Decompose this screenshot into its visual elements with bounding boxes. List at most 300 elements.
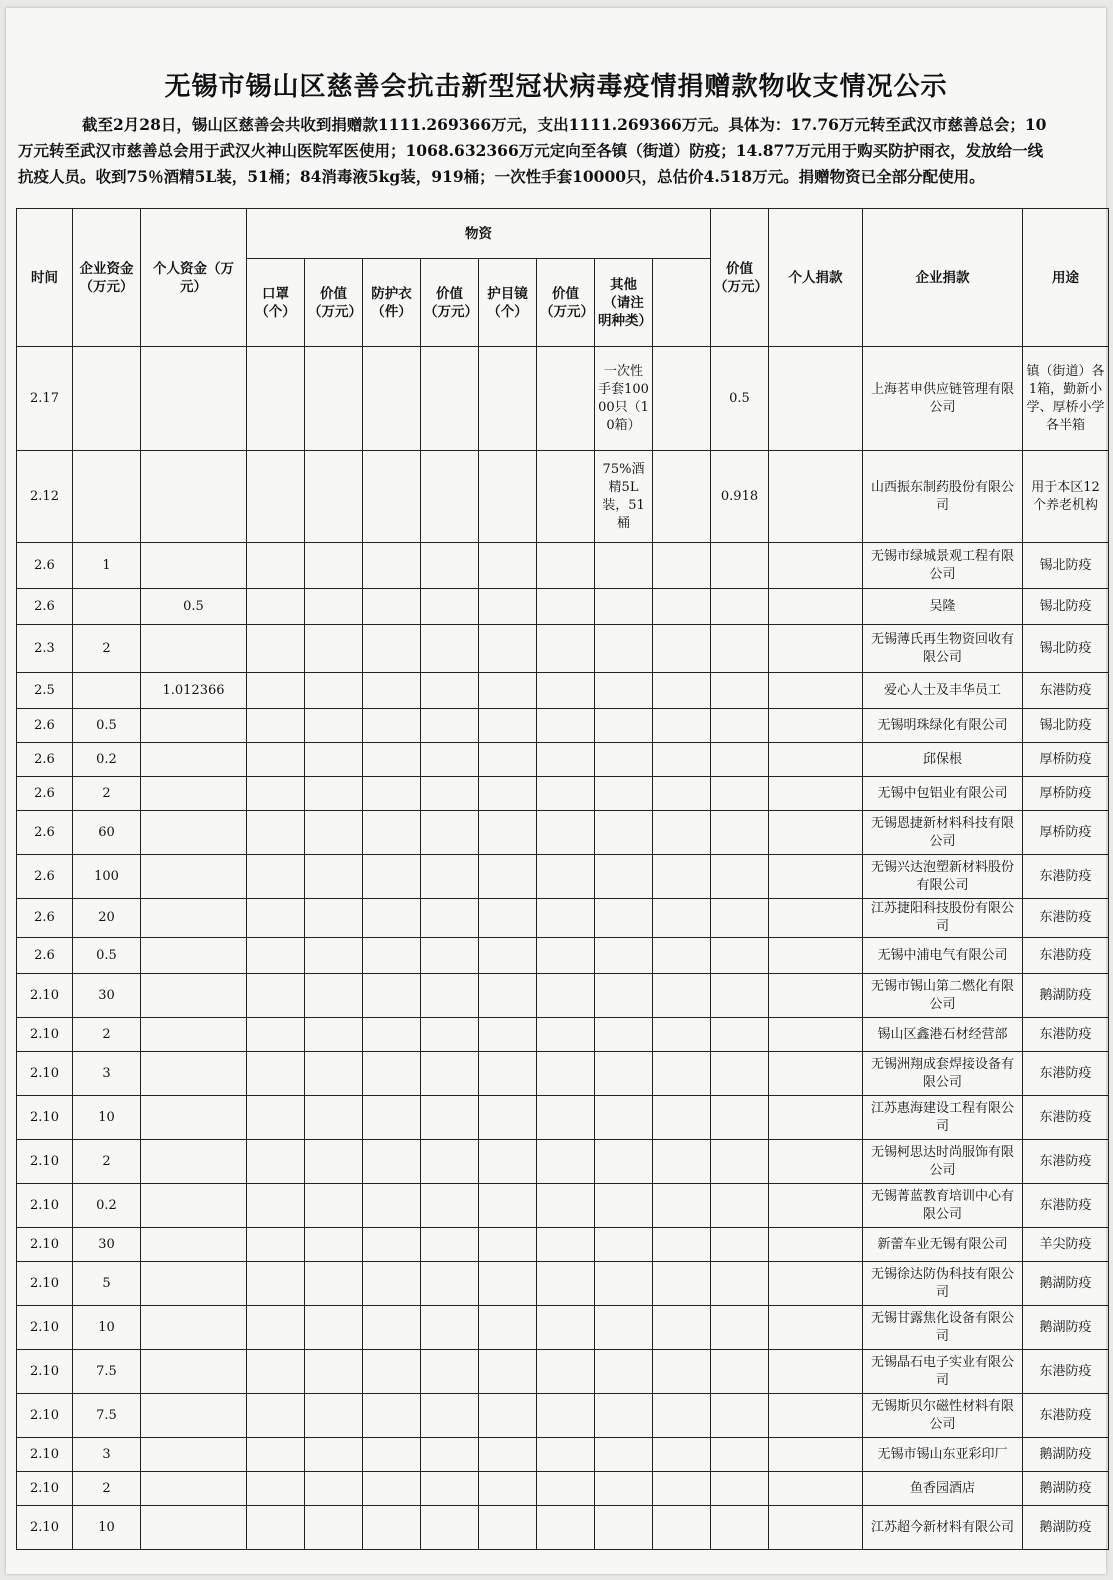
row-personal-fund: [141, 938, 247, 974]
row-masks: [247, 625, 305, 673]
row-masks: [247, 673, 305, 709]
row-blank: [653, 1096, 711, 1140]
row-blank: [653, 625, 711, 673]
row-goggles: [479, 709, 537, 743]
row-suits: [363, 899, 421, 938]
row-goggles: [479, 743, 537, 777]
row-value3: [537, 1438, 595, 1472]
row-value1: [305, 938, 363, 974]
row-other-value: [711, 899, 769, 938]
row-value3: [537, 974, 595, 1018]
row-value2: [421, 938, 479, 974]
row-masks: [247, 743, 305, 777]
row-personal-fund: 1.012366: [141, 673, 247, 709]
table-row: [17, 1350, 1109, 1394]
row-other-value: [711, 625, 769, 673]
row-value2: [421, 1472, 479, 1506]
row-blank: [653, 1506, 711, 1550]
table-row: [17, 589, 1109, 625]
row-value2: [421, 1184, 479, 1228]
row-personal-donor: [769, 451, 863, 543]
row-value3: [537, 899, 595, 938]
row-value1: [305, 673, 363, 709]
row-value1: [305, 709, 363, 743]
row-masks: [247, 709, 305, 743]
row-masks: [247, 777, 305, 811]
row-other-value: 0.5: [711, 347, 769, 451]
row-value3: [537, 1306, 595, 1350]
table-row: [17, 1438, 1109, 1472]
row-other-value: [711, 1438, 769, 1472]
table-row: [17, 1228, 1109, 1262]
row-value2: [421, 1506, 479, 1550]
row-corp-fund: 60: [73, 811, 141, 855]
row-value1: [305, 743, 363, 777]
row-usage: 鹅湖防疫: [1023, 1472, 1109, 1506]
row-blank: [653, 777, 711, 811]
row-value3: [537, 1350, 595, 1394]
row-value2: [421, 1262, 479, 1306]
row-value3: [537, 811, 595, 855]
row-other-value: [711, 1350, 769, 1394]
row-usage: 鹅湖防疫: [1023, 1306, 1109, 1350]
row-time: 2.6: [17, 543, 73, 589]
row-value2: [421, 1096, 479, 1140]
row-value1: [305, 1184, 363, 1228]
row-other: [595, 1506, 653, 1550]
row-value1: [305, 347, 363, 451]
table-row: [17, 451, 1109, 543]
row-value1: [305, 974, 363, 1018]
row-corp-donor: 无锡斯贝尔磁性材料有限公司: [863, 1394, 1023, 1438]
row-masks: [247, 899, 305, 938]
row-masks: [247, 1506, 305, 1550]
row-corp-fund: 30: [73, 1228, 141, 1262]
row-blank: [653, 1018, 711, 1052]
row-other: [595, 1096, 653, 1140]
row-corp-donor: 无锡柯思达时尚服饰有限公司: [863, 1140, 1023, 1184]
row-value3: [537, 1140, 595, 1184]
row-value3: [537, 938, 595, 974]
row-personal-fund: [141, 625, 247, 673]
row-suits: [363, 1228, 421, 1262]
row-masks: [247, 347, 305, 451]
row-blank: [653, 1438, 711, 1472]
row-time: 2.5: [17, 673, 73, 709]
row-other: 75%酒精5L装，51桶: [595, 451, 653, 543]
row-corp-fund: 100: [73, 855, 141, 899]
header-corp-donor: 企业捐款: [863, 209, 1023, 347]
row-blank: [653, 673, 711, 709]
row-time: 2.10: [17, 1052, 73, 1096]
row-other: [595, 1228, 653, 1262]
row-corp-donor: 鱼香园酒店: [863, 1472, 1023, 1506]
header-value4: 价值（万元）: [711, 209, 769, 347]
row-usage: 锡北防疫: [1023, 543, 1109, 589]
row-other: [595, 743, 653, 777]
row-value3: [537, 1506, 595, 1550]
row-time: 2.6: [17, 743, 73, 777]
row-time: 2.10: [17, 1350, 73, 1394]
row-corp-donor: 无锡薄氏再生物资回收有限公司: [863, 625, 1023, 673]
row-time: 2.6: [17, 899, 73, 938]
row-corp-donor: 无锡洲翔成套焊接设备有限公司: [863, 1052, 1023, 1096]
row-usage: 厚桥防疫: [1023, 777, 1109, 811]
row-corp-fund: 0.5: [73, 938, 141, 974]
row-usage: 东港防疫: [1023, 1052, 1109, 1096]
row-corp-fund: 3: [73, 1438, 141, 1472]
row-other: [595, 1018, 653, 1052]
row-goggles: [479, 1506, 537, 1550]
row-corp-donor: 江苏捷阳科技股份有限公司: [863, 899, 1023, 938]
row-suits: [363, 974, 421, 1018]
row-other-value: [711, 1506, 769, 1550]
row-suits: [363, 855, 421, 899]
row-blank: [653, 1228, 711, 1262]
row-personal-fund: [141, 974, 247, 1018]
row-blank: [653, 811, 711, 855]
row-goggles: [479, 1096, 537, 1140]
row-value1: [305, 899, 363, 938]
row-goggles: [479, 974, 537, 1018]
row-other-value: [711, 1228, 769, 1262]
row-other: [595, 1350, 653, 1394]
row-value3: [537, 1472, 595, 1506]
row-other-value: [711, 1472, 769, 1506]
row-corp-fund: 0.5: [73, 709, 141, 743]
row-usage: 用于本区12个养老机构: [1023, 451, 1109, 543]
table-row: [17, 1394, 1109, 1438]
row-personal-donor: [769, 1438, 863, 1472]
row-time: 2.10: [17, 1228, 73, 1262]
table-row: [17, 855, 1109, 899]
row-goggles: [479, 1350, 537, 1394]
row-value3: [537, 625, 595, 673]
row-blank: [653, 1262, 711, 1306]
row-personal-donor: [769, 1394, 863, 1438]
row-corp-fund: 10: [73, 1306, 141, 1350]
row-usage: 锡北防疫: [1023, 589, 1109, 625]
row-corp-fund: 30: [73, 974, 141, 1018]
row-value3: [537, 589, 595, 625]
row-other: [595, 855, 653, 899]
row-masks: [247, 589, 305, 625]
row-goggles: [479, 625, 537, 673]
row-suits: [363, 1472, 421, 1506]
row-value3: [537, 347, 595, 451]
row-corp-fund: 2: [73, 1140, 141, 1184]
summary-paragraph: 截至2月28日，锡山区慈善会共收到捐赠款1111.269366万元，支出1111.269366万元。具体为：17.76万元转至武汉市慈善总会；10万元转至武汉市慈善总会用于武汉火神山医院军医使用；1068.632366万元定向至各镇（街道）防疫；14.877万元用于购买防护雨衣，发放给一线抗疫人员。收到75％酒精5L装，51桶；84消毒液5kg装，919桶；一次性手套10000只，总估价4.518万元。捐赠物资已全部分配使用。: [18, 115, 1047, 186]
row-masks: [247, 1140, 305, 1184]
row-personal-fund: [141, 899, 247, 938]
row-blank: [653, 899, 711, 938]
table-row: [17, 938, 1109, 974]
row-value2: [421, 347, 479, 451]
row-corp-donor: 江苏惠海建设工程有限公司: [863, 1096, 1023, 1140]
row-other-value: [711, 1184, 769, 1228]
row-usage: 鹅湖防疫: [1023, 1506, 1109, 1550]
row-personal-fund: 0.5: [141, 589, 247, 625]
row-masks: [247, 938, 305, 974]
table-row: [17, 1184, 1109, 1228]
row-goggles: [479, 855, 537, 899]
row-personal-fund: [141, 1472, 247, 1506]
row-personal-fund: [141, 1018, 247, 1052]
row-usage: 厚桥防疫: [1023, 811, 1109, 855]
row-goggles: [479, 1140, 537, 1184]
header-personal-fund: 个人资金（万元）: [141, 209, 247, 347]
row-goggles: [479, 811, 537, 855]
table-row: [17, 625, 1109, 673]
row-corp-donor: 吴隆: [863, 589, 1023, 625]
row-masks: [247, 1472, 305, 1506]
row-other-value: [711, 1096, 769, 1140]
row-blank: [653, 1052, 711, 1096]
row-value3: [537, 543, 595, 589]
header-materials: 物资: [247, 209, 711, 259]
row-suits: [363, 811, 421, 855]
table-row: [17, 1506, 1109, 1550]
row-personal-donor: [769, 777, 863, 811]
row-value1: [305, 1096, 363, 1140]
row-personal-donor: [769, 1184, 863, 1228]
row-other: [595, 974, 653, 1018]
row-corp-donor: 无锡市绿城景观工程有限公司: [863, 543, 1023, 589]
row-personal-donor: [769, 743, 863, 777]
row-personal-fund: [141, 543, 247, 589]
row-suits: [363, 1184, 421, 1228]
row-corp-fund: 2: [73, 625, 141, 673]
donation-table: [16, 208, 1109, 1550]
row-value3: [537, 855, 595, 899]
row-usage: 鹅湖防疫: [1023, 1438, 1109, 1472]
row-corp-donor: 无锡菁蓝教育培训中心有限公司: [863, 1184, 1023, 1228]
row-corp-donor: 无锡明珠绿化有限公司: [863, 709, 1023, 743]
row-corp-fund: 10: [73, 1506, 141, 1550]
page-title: 无锡市锡山区慈善会抗击新型冠状病毒疫情捐赠款物收支情况公示: [164, 72, 948, 102]
row-goggles: [479, 1438, 537, 1472]
row-goggles: [479, 1262, 537, 1306]
row-value2: [421, 811, 479, 855]
row-corp-donor: 无锡市锡山第二燃化有限公司: [863, 974, 1023, 1018]
row-corp-donor: 无锡晶石电子实业有限公司: [863, 1350, 1023, 1394]
row-corp-donor: 新蕾车业无锡有限公司: [863, 1228, 1023, 1262]
row-blank: [653, 974, 711, 1018]
row-time: 2.10: [17, 1394, 73, 1438]
row-value3: [537, 1394, 595, 1438]
row-personal-donor: [769, 1262, 863, 1306]
row-value1: [305, 1394, 363, 1438]
header-value3: 价值（万元）: [537, 259, 595, 347]
row-time: 2.10: [17, 1472, 73, 1506]
header-value1: 价值（万元）: [305, 259, 363, 347]
row-value2: [421, 451, 479, 543]
row-corp-fund: 2: [73, 777, 141, 811]
row-suits: [363, 1306, 421, 1350]
row-usage: 东港防疫: [1023, 1394, 1109, 1438]
row-usage: 镇（街道）各1箱，勤新小学、厚桥小学各半箱: [1023, 347, 1109, 451]
row-corp-donor: 江苏超今新材料有限公司: [863, 1506, 1023, 1550]
row-value3: [537, 1018, 595, 1052]
row-other-value: [711, 673, 769, 709]
row-goggles: [479, 1052, 537, 1096]
row-value3: [537, 777, 595, 811]
row-other: [595, 938, 653, 974]
row-other-value: [711, 855, 769, 899]
row-value2: [421, 777, 479, 811]
document-sheet: [6, 8, 1106, 1574]
row-time: 2.10: [17, 1096, 73, 1140]
table-row: [17, 1096, 1109, 1140]
row-other: [595, 811, 653, 855]
row-value2: [421, 673, 479, 709]
row-other: [595, 1184, 653, 1228]
row-personal-donor: [769, 1506, 863, 1550]
row-suits: [363, 1350, 421, 1394]
row-value3: [537, 673, 595, 709]
row-other-value: [711, 709, 769, 743]
row-suits: [363, 777, 421, 811]
row-value1: [305, 777, 363, 811]
row-usage: 羊尖防疫: [1023, 1228, 1109, 1262]
row-corp-fund: 2: [73, 1018, 141, 1052]
row-blank: [653, 451, 711, 543]
header-personal-donor: 个人捐款: [769, 209, 863, 347]
table-row: [17, 1052, 1109, 1096]
row-time: 2.6: [17, 855, 73, 899]
row-masks: [247, 1228, 305, 1262]
row-suits: [363, 1018, 421, 1052]
row-other: [595, 543, 653, 589]
row-other: [595, 777, 653, 811]
row-goggles: [479, 777, 537, 811]
row-personal-donor: [769, 899, 863, 938]
row-other: [595, 589, 653, 625]
table-row: [17, 974, 1109, 1018]
row-value1: [305, 1472, 363, 1506]
row-goggles: [479, 1306, 537, 1350]
row-corp-donor: 无锡甘露焦化设备有限公司: [863, 1306, 1023, 1350]
row-masks: [247, 1350, 305, 1394]
row-blank: [653, 1472, 711, 1506]
row-other-value: [711, 1140, 769, 1184]
row-time: 2.17: [17, 347, 73, 451]
table-row: [17, 673, 1109, 709]
row-corp-donor: 山西振东制药股份有限公司: [863, 451, 1023, 543]
row-masks: [247, 1306, 305, 1350]
table-row: [17, 1018, 1109, 1052]
row-masks: [247, 1184, 305, 1228]
row-blank: [653, 1394, 711, 1438]
row-value3: [537, 1052, 595, 1096]
row-suits: [363, 743, 421, 777]
row-corp-fund: 7.5: [73, 1394, 141, 1438]
row-value1: [305, 543, 363, 589]
row-personal-donor: [769, 974, 863, 1018]
row-personal-donor: [769, 709, 863, 743]
row-value1: [305, 1018, 363, 1052]
row-value2: [421, 589, 479, 625]
row-value1: [305, 1506, 363, 1550]
row-personal-donor: [769, 855, 863, 899]
row-personal-fund: [141, 743, 247, 777]
row-other: [595, 1140, 653, 1184]
row-personal-donor: [769, 347, 863, 451]
row-other-value: [711, 777, 769, 811]
row-other: [595, 625, 653, 673]
row-personal-fund: [141, 347, 247, 451]
row-usage: 东港防疫: [1023, 1018, 1109, 1052]
row-value1: [305, 1306, 363, 1350]
row-suits: [363, 673, 421, 709]
row-other-value: [711, 974, 769, 1018]
header-corp-fund: 企业资金（万元）: [73, 209, 141, 347]
row-personal-fund: [141, 1394, 247, 1438]
row-masks: [247, 1018, 305, 1052]
row-corp-fund: 20: [73, 899, 141, 938]
row-personal-fund: [141, 1438, 247, 1472]
row-corp-fund: 1: [73, 543, 141, 589]
row-value1: [305, 1052, 363, 1096]
row-personal-fund: [141, 709, 247, 743]
row-value2: [421, 855, 479, 899]
row-time: 2.6: [17, 811, 73, 855]
row-time: 2.6: [17, 709, 73, 743]
row-blank: [653, 1140, 711, 1184]
row-other-value: [711, 938, 769, 974]
row-corp-fund: 3: [73, 1052, 141, 1096]
row-goggles: [479, 1228, 537, 1262]
row-goggles: [479, 1394, 537, 1438]
row-blank: [653, 1184, 711, 1228]
row-corp-fund: 0.2: [73, 1184, 141, 1228]
row-corp-fund: 7.5: [73, 1350, 141, 1394]
row-personal-donor: [769, 938, 863, 974]
row-masks: [247, 1052, 305, 1096]
row-other-value: [711, 743, 769, 777]
row-goggles: [479, 1472, 537, 1506]
row-time: 2.10: [17, 974, 73, 1018]
row-value2: [421, 1228, 479, 1262]
row-other-value: [711, 1018, 769, 1052]
row-value2: [421, 899, 479, 938]
row-other-value: 0.918: [711, 451, 769, 543]
row-corp-donor: 锡山区鑫港石材经营部: [863, 1018, 1023, 1052]
row-value1: [305, 625, 363, 673]
row-value3: [537, 1262, 595, 1306]
row-personal-donor: [769, 673, 863, 709]
row-suits: [363, 451, 421, 543]
row-usage: 鹅湖防疫: [1023, 1262, 1109, 1306]
row-value2: [421, 709, 479, 743]
row-time: 2.10: [17, 1262, 73, 1306]
row-time: 2.3: [17, 625, 73, 673]
table-row: [17, 899, 1109, 938]
header-other: 其他（请注明种类）: [595, 259, 653, 347]
row-suits: [363, 1262, 421, 1306]
row-personal-donor: [769, 1052, 863, 1096]
row-goggles: [479, 589, 537, 625]
row-value2: [421, 1052, 479, 1096]
row-personal-donor: [769, 1228, 863, 1262]
row-value2: [421, 1394, 479, 1438]
row-suits: [363, 1394, 421, 1438]
row-corp-donor: 无锡恩捷新材料科技有限公司: [863, 811, 1023, 855]
header-suits: 防护衣（件）: [363, 259, 421, 347]
row-value1: [305, 1228, 363, 1262]
row-suits: [363, 1506, 421, 1550]
row-corp-donor: 无锡兴达泡塑新材料股份有限公司: [863, 855, 1023, 899]
